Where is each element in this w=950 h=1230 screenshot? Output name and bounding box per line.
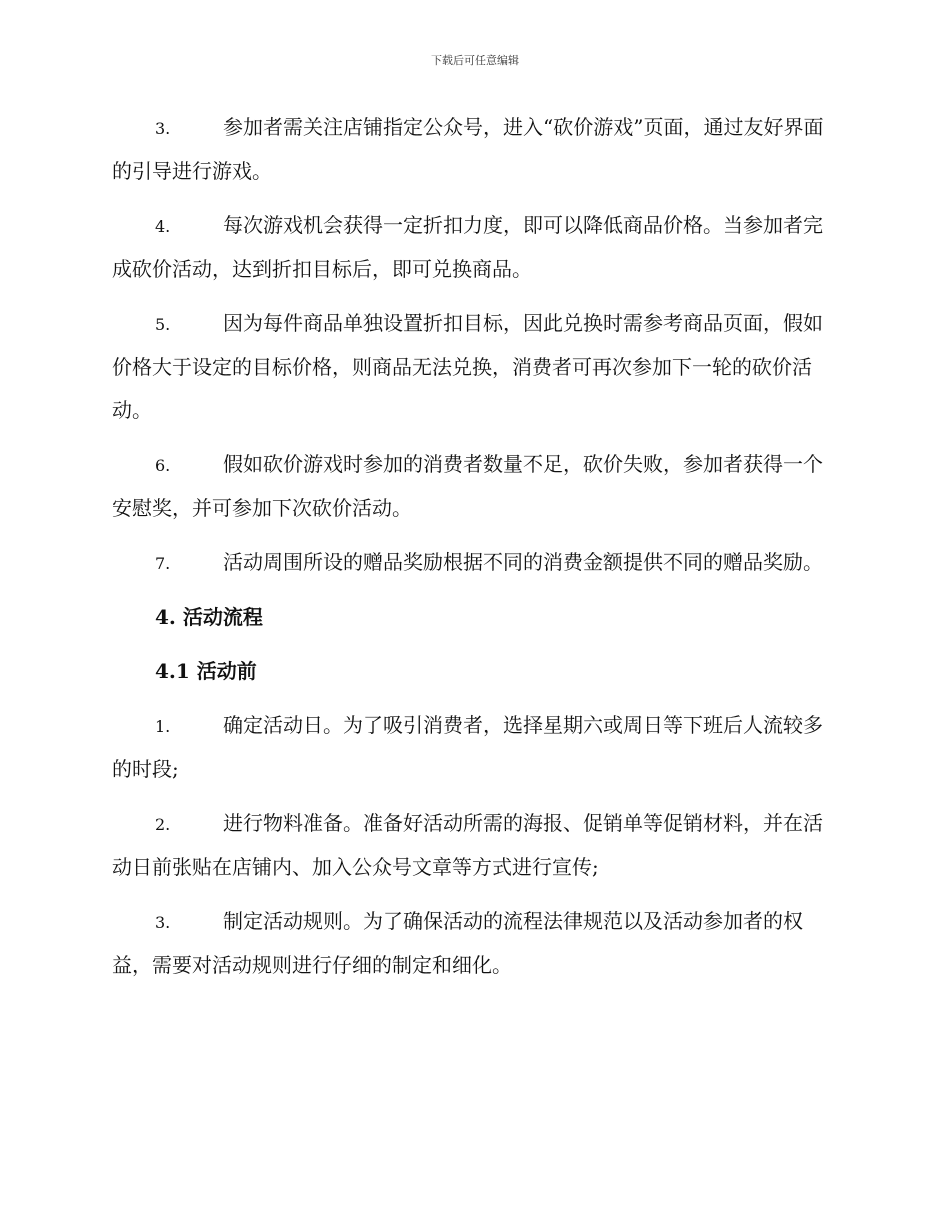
list-item-number: 7. <box>155 554 171 573</box>
subsection-heading: 4.1 活动前 <box>155 659 257 683</box>
list-item <box>112 106 834 193</box>
section-heading: 4. 活动流程 <box>155 605 263 629</box>
page-header: 下载后可任意编辑 <box>431 54 519 67</box>
list-item-number: 3. <box>155 119 171 138</box>
list-item-text: 因为每件商品单独设置折扣目标，因此兑换时需参考商品页面，假如价格大于设定的目标价格，则商品无法兑换，消费者可再次参加下一轮的砍价活动。 <box>112 311 823 422</box>
list-item-number: 1. <box>155 717 171 736</box>
list-item <box>112 302 834 432</box>
list-item-text: 每次游戏机会获得一定折扣力度，即可以降低商品价格。当参加者完成砍价活动，达到折扣目标后，即可兑换商品。 <box>112 213 823 281</box>
document-body <box>112 106 834 998</box>
list-item <box>112 900 834 987</box>
list-item-text: 确定活动日。为了吸引消费者，选择星期六或周日等下班后人流较多的时段; <box>112 713 823 781</box>
list-item <box>112 704 834 791</box>
list-item-text: 制定活动规则。为了确保活动的流程法律规范以及活动参加者的权益，需要对活动规则进行仔细的制定和细化。 <box>112 909 803 977</box>
list-item-text: 活动周围所设的赠品奖励根据不同的消费金额提供不同的赠品奖励。 <box>223 550 823 574</box>
list-item <box>112 802 834 889</box>
list-item-text: 进行物料准备。准备好活动所需的海报、促销单等促销材料，并在活动日前张贴在店铺内、加入公众号文章等方式进行宣传; <box>112 811 823 879</box>
list-item <box>112 204 834 291</box>
list-item-number: 4. <box>155 217 171 236</box>
list-item <box>112 443 834 530</box>
list-item <box>112 541 834 585</box>
list-item-text: 参加者需关注店铺指定公众号，进入“砍价游戏”页面，通过友好界面的引导进行游戏。 <box>112 115 824 183</box>
list-item-number: 6. <box>155 456 171 475</box>
list-item-number: 2. <box>155 815 171 834</box>
list-item-text: 假如砍价游戏时参加的消费者数量不足，砍价失败，参加者获得一个安慰奖，并可参加下次砍价活动。 <box>112 452 823 520</box>
list-item-number: 5. <box>155 315 171 334</box>
list-item-number: 3. <box>155 913 171 932</box>
